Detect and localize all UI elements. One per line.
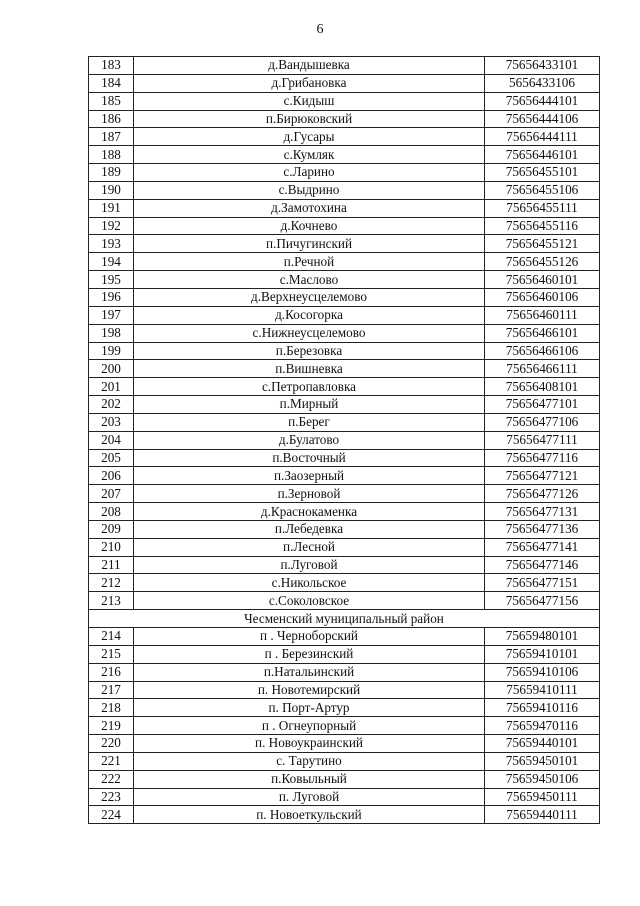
locality-name-cell: п. Порт-Артур xyxy=(134,699,485,717)
oktmo-code-cell: 75659410111 xyxy=(485,681,600,699)
locality-name-cell: д.Вандышевка xyxy=(134,57,485,75)
row-number-cell: 197 xyxy=(89,306,134,324)
table-row xyxy=(89,735,600,753)
oktmo-code-cell: 75656477116 xyxy=(485,449,600,467)
locality-name-cell: п. Новоукраинский xyxy=(134,735,485,753)
locality-name-cell: д.Гусары xyxy=(134,128,485,146)
locality-name-cell: с.Никольское xyxy=(134,574,485,592)
row-number-cell: 203 xyxy=(89,413,134,431)
row-number-cell: 213 xyxy=(89,592,134,610)
oktmo-code-cell: 75656408101 xyxy=(485,378,600,396)
row-number-cell: 193 xyxy=(89,235,134,253)
row-number-cell: 224 xyxy=(89,806,134,824)
oktmo-code-cell: 75656455121 xyxy=(485,235,600,253)
oktmo-code-cell: 75656455126 xyxy=(485,253,600,271)
row-number-cell: 218 xyxy=(89,699,134,717)
table-row xyxy=(89,574,600,592)
row-number-cell: 205 xyxy=(89,449,134,467)
oktmo-code-cell: 75659410106 xyxy=(485,663,600,681)
oktmo-code-cell: 75656455116 xyxy=(485,217,600,235)
table-row xyxy=(89,717,600,735)
locality-name-cell: д.Булатово xyxy=(134,431,485,449)
locality-name-cell: п . Черноборский xyxy=(134,628,485,646)
table-row xyxy=(89,164,600,182)
oktmo-code-cell: 75659440111 xyxy=(485,806,600,824)
table-row xyxy=(89,752,600,770)
locality-name-cell: п . Огнеупорный xyxy=(134,717,485,735)
table-row xyxy=(89,306,600,324)
row-number-cell: 222 xyxy=(89,770,134,788)
row-number-cell: 200 xyxy=(89,360,134,378)
row-number-cell: 190 xyxy=(89,181,134,199)
oktmo-code-cell: 75656477101 xyxy=(485,396,600,414)
row-number-cell: 221 xyxy=(89,752,134,770)
table-row xyxy=(89,645,600,663)
row-number-cell: 192 xyxy=(89,217,134,235)
table-body xyxy=(89,57,600,824)
row-number-cell: 191 xyxy=(89,199,134,217)
oktmo-code-cell: 75656466111 xyxy=(485,360,600,378)
table-row xyxy=(89,788,600,806)
oktmo-code-cell: 75656466101 xyxy=(485,324,600,342)
row-number-cell: 215 xyxy=(89,645,134,663)
locality-name-cell: п.Натальинский xyxy=(134,663,485,681)
locality-name-cell: с.Нижнеусцелемово xyxy=(134,324,485,342)
locality-name-cell: п.Ковыльный xyxy=(134,770,485,788)
locality-name-cell: с. Тарутино xyxy=(134,752,485,770)
table-row xyxy=(89,663,600,681)
table-row xyxy=(89,485,600,503)
page-number: 6 xyxy=(316,22,324,37)
table-row xyxy=(89,806,600,824)
locality-name-cell: с.Маслово xyxy=(134,271,485,289)
row-number-cell: 202 xyxy=(89,396,134,414)
locality-name-cell: с.Петропавловка xyxy=(134,378,485,396)
oktmo-code-cell: 75656433101 xyxy=(485,57,600,75)
oktmo-code-cell: 75656446101 xyxy=(485,146,600,164)
oktmo-code-cell: 75656477141 xyxy=(485,538,600,556)
oktmo-code-cell: 75659450111 xyxy=(485,788,600,806)
table-row xyxy=(89,699,600,717)
table-row xyxy=(89,592,600,610)
locality-name-cell: д.Косогорка xyxy=(134,306,485,324)
locality-name-cell: п.Зерновой xyxy=(134,485,485,503)
row-number-cell: 220 xyxy=(89,735,134,753)
oktmo-code-cell: 75656477146 xyxy=(485,556,600,574)
locality-name-cell: п. Луговой xyxy=(134,788,485,806)
table-row xyxy=(89,628,600,646)
row-number-cell: 198 xyxy=(89,324,134,342)
table-row xyxy=(89,92,600,110)
row-number-cell: 211 xyxy=(89,556,134,574)
locality-name-cell: п.Речной xyxy=(134,253,485,271)
oktmo-code-cell: 75656455106 xyxy=(485,181,600,199)
table-row xyxy=(89,520,600,538)
row-number-cell: 217 xyxy=(89,681,134,699)
locality-name-cell: п.Пичугинский xyxy=(134,235,485,253)
row-number-cell: 223 xyxy=(89,788,134,806)
oktmo-code-cell: 75656444101 xyxy=(485,92,600,110)
table-row xyxy=(89,324,600,342)
locality-name-cell: п.Берег xyxy=(134,413,485,431)
locality-name-cell: п.Мирный xyxy=(134,396,485,414)
table-row xyxy=(89,467,600,485)
table-row xyxy=(89,396,600,414)
row-number-cell: 194 xyxy=(89,253,134,271)
row-number-cell: 188 xyxy=(89,146,134,164)
oktmo-code-cell: 75659480101 xyxy=(485,628,600,646)
oktmo-code-cell: 75656477121 xyxy=(485,467,600,485)
row-number-cell: 189 xyxy=(89,164,134,182)
oktmo-code-cell: 5656433106 xyxy=(485,74,600,92)
oktmo-code-cell: 75659450106 xyxy=(485,770,600,788)
oktmo-code-cell: 75659440101 xyxy=(485,735,600,753)
table-row xyxy=(89,413,600,431)
row-number-cell: 183 xyxy=(89,57,134,75)
table-row xyxy=(89,57,600,75)
row-number-cell: 209 xyxy=(89,520,134,538)
row-number-cell: 201 xyxy=(89,378,134,396)
row-number-cell: 187 xyxy=(89,128,134,146)
table-row xyxy=(89,110,600,128)
oktmo-code-cell: 75656477111 xyxy=(485,431,600,449)
row-number-cell: 196 xyxy=(89,288,134,306)
locality-name-cell: п. Новотемирский xyxy=(134,681,485,699)
table-row xyxy=(89,288,600,306)
locality-name-cell: д.Верхнеусцелемово xyxy=(134,288,485,306)
oktmo-code-cell: 75656477136 xyxy=(485,520,600,538)
oktmo-code-cell: 75656444111 xyxy=(485,128,600,146)
locality-name-cell: п.Лесной xyxy=(134,538,485,556)
locality-name-cell: с.Кидыш xyxy=(134,92,485,110)
locality-name-cell: п.Вишневка xyxy=(134,360,485,378)
table-row xyxy=(89,449,600,467)
section-title: Чесменский муниципальный район xyxy=(89,610,600,628)
table-row xyxy=(89,235,600,253)
locality-name-cell: с.Ларино xyxy=(134,164,485,182)
table-row xyxy=(89,217,600,235)
locality-name-cell: д.Кочнево xyxy=(134,217,485,235)
locality-name-cell: с.Выдрино xyxy=(134,181,485,199)
row-number-cell: 214 xyxy=(89,628,134,646)
locality-name-cell: п.Заозерный xyxy=(134,467,485,485)
table-row xyxy=(89,538,600,556)
locality-name-cell: п.Березовка xyxy=(134,342,485,360)
oktmo-code-cell: 75659410101 xyxy=(485,645,600,663)
row-number-cell: 212 xyxy=(89,574,134,592)
section-header-row xyxy=(89,610,600,628)
row-number-cell: 186 xyxy=(89,110,134,128)
row-number-cell: 199 xyxy=(89,342,134,360)
row-number-cell: 195 xyxy=(89,271,134,289)
table-row xyxy=(89,253,600,271)
table-row xyxy=(89,271,600,289)
oktmo-code-cell: 75656455101 xyxy=(485,164,600,182)
locality-name-cell: п. Новоеткульский xyxy=(134,806,485,824)
locality-name-cell: с.Соколовское xyxy=(134,592,485,610)
locality-name-cell: с.Кумляк xyxy=(134,146,485,164)
locality-name-cell: п . Березинский xyxy=(134,645,485,663)
oktmo-code-cell: 75656455111 xyxy=(485,199,600,217)
row-number-cell: 219 xyxy=(89,717,134,735)
row-number-cell: 184 xyxy=(89,74,134,92)
table-row xyxy=(89,770,600,788)
row-number-cell: 210 xyxy=(89,538,134,556)
table-row xyxy=(89,128,600,146)
locality-name-cell: п.Лебедевка xyxy=(134,520,485,538)
localities-table xyxy=(88,56,600,824)
oktmo-code-cell: 75659470116 xyxy=(485,717,600,735)
locality-name-cell: д.Замотохина xyxy=(134,199,485,217)
oktmo-code-cell: 75656477106 xyxy=(485,413,600,431)
table-row xyxy=(89,199,600,217)
oktmo-code-cell: 75656460106 xyxy=(485,288,600,306)
row-number-cell: 204 xyxy=(89,431,134,449)
row-number-cell: 185 xyxy=(89,92,134,110)
locality-name-cell: п.Бирюковский xyxy=(134,110,485,128)
table-row xyxy=(89,342,600,360)
row-number-cell: 207 xyxy=(89,485,134,503)
oktmo-code-cell: 75656460101 xyxy=(485,271,600,289)
row-number-cell: 206 xyxy=(89,467,134,485)
oktmo-code-cell: 75656477126 xyxy=(485,485,600,503)
oktmo-code-cell: 75659410116 xyxy=(485,699,600,717)
table-row xyxy=(89,431,600,449)
locality-name-cell: п.Луговой xyxy=(134,556,485,574)
locality-name-cell: д.Грибановка xyxy=(134,74,485,92)
row-number-cell: 208 xyxy=(89,503,134,521)
oktmo-code-cell: 75656477151 xyxy=(485,574,600,592)
oktmo-code-cell: 75656444106 xyxy=(485,110,600,128)
locality-name-cell: п.Восточный xyxy=(134,449,485,467)
table-row xyxy=(89,74,600,92)
locality-name-cell: д.Краснокаменка xyxy=(134,503,485,521)
table-row xyxy=(89,556,600,574)
table-row xyxy=(89,360,600,378)
table-row xyxy=(89,181,600,199)
oktmo-code-cell: 75656477156 xyxy=(485,592,600,610)
oktmo-code-cell: 75656466106 xyxy=(485,342,600,360)
row-number-cell: 216 xyxy=(89,663,134,681)
oktmo-code-cell: 75659450101 xyxy=(485,752,600,770)
table-row xyxy=(89,378,600,396)
oktmo-code-cell: 75656477131 xyxy=(485,503,600,521)
oktmo-code-cell: 75656460111 xyxy=(485,306,600,324)
table-row xyxy=(89,146,600,164)
table-row xyxy=(89,503,600,521)
table-row xyxy=(89,681,600,699)
